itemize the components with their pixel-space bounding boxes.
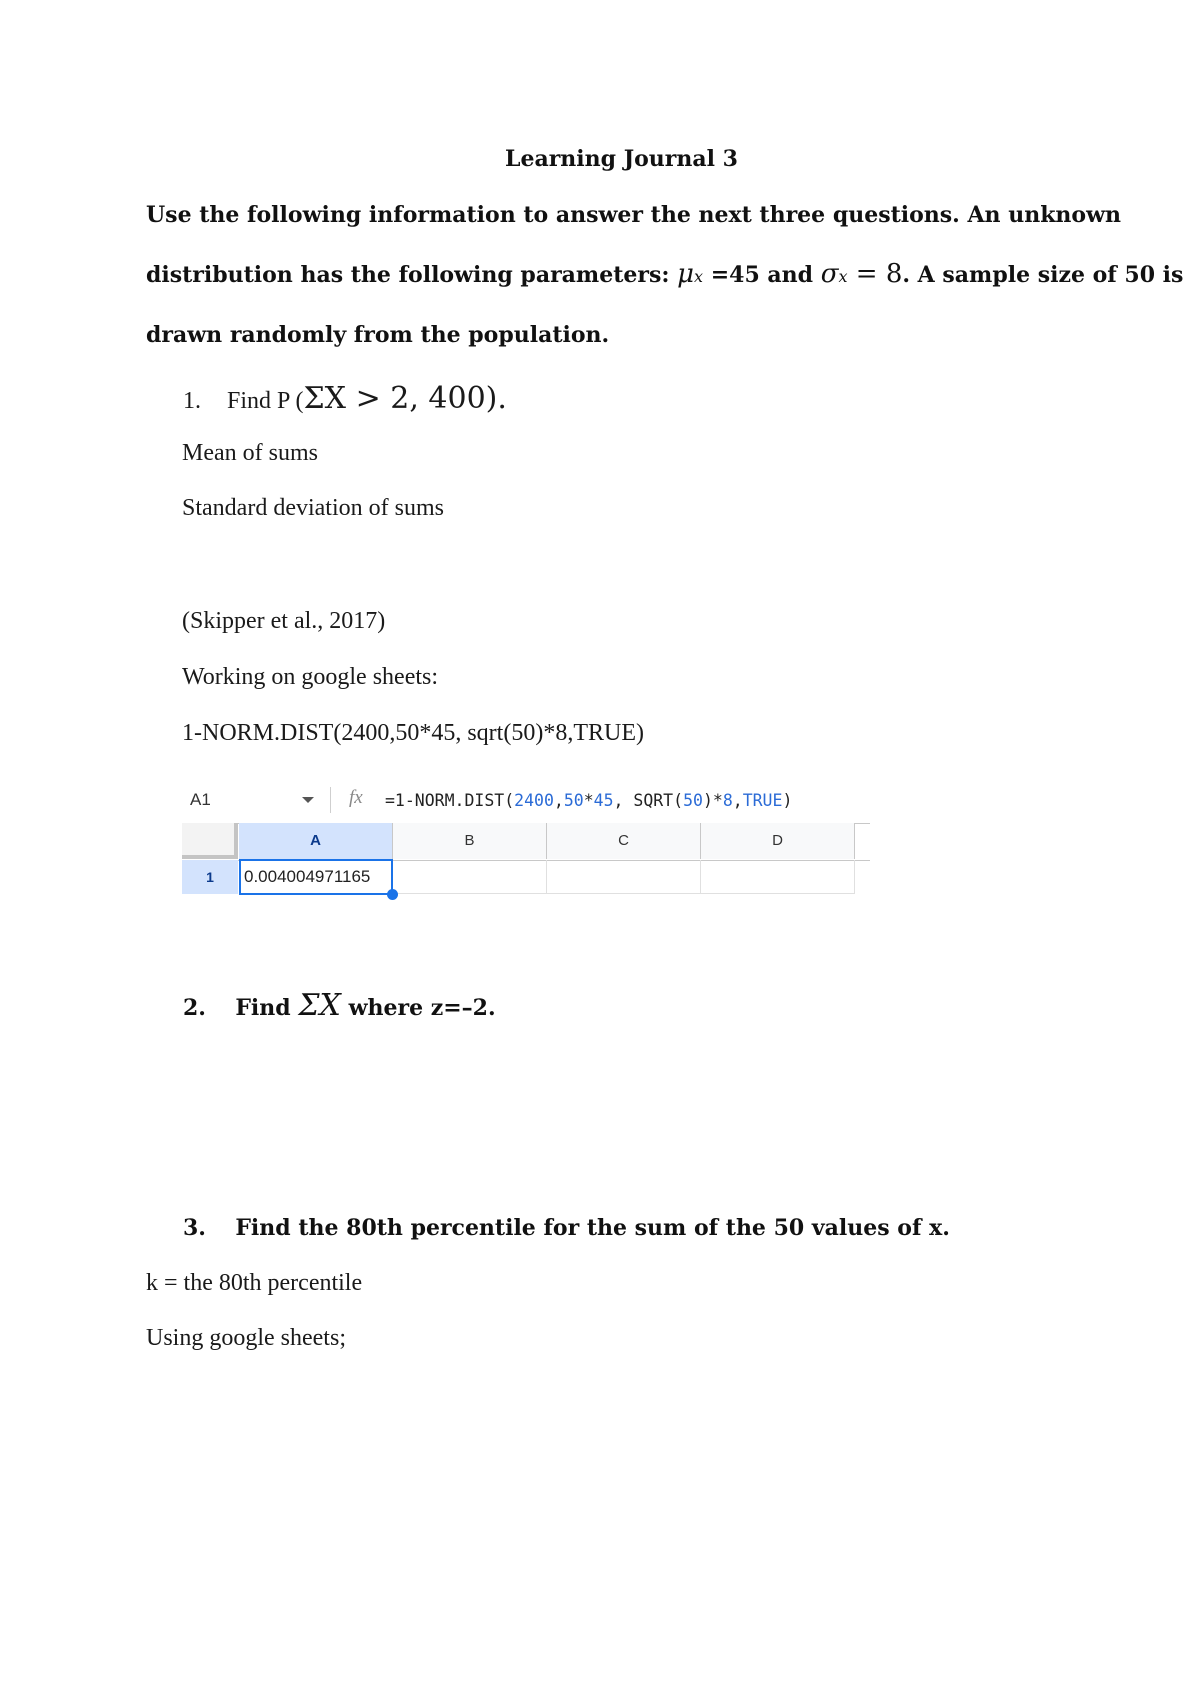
select-all-corner: [182, 823, 238, 859]
q1-sd-label: Standard deviation of sums: [182, 495, 444, 521]
formula-part: TRUE: [742, 791, 783, 810]
q3-heading: [183, 1215, 950, 1241]
intro-line-3: drawn randomly from the population.: [146, 322, 610, 348]
formula-part: 50: [683, 791, 703, 810]
q3-number: 3.: [183, 1215, 206, 1241]
formula-text: [385, 791, 792, 810]
sheet-grid: [182, 823, 870, 905]
column-header-b: B: [393, 823, 547, 859]
spreadsheet-screenshot: [182, 775, 870, 905]
q2-text-start: Find: [235, 995, 299, 1021]
formula-part: , SQRT(: [613, 791, 684, 810]
q2-heading: [183, 988, 496, 1023]
q1-citation: (Skipper et al., 2017): [182, 608, 386, 634]
q1-formula-text: 1-NORM.DIST(2400,50*45, sqrt(50)*8,TRUE): [182, 720, 644, 746]
q3-sheets-line: Using google sheets;: [146, 1325, 346, 1351]
column-header-a: A: [239, 823, 393, 859]
formula-part: 45: [593, 791, 614, 810]
q1-text: Find P (: [227, 388, 304, 414]
cell-b1: [393, 860, 547, 894]
sigma-subscript: x: [838, 267, 848, 286]
q1-mean-label: Mean of sums: [182, 440, 318, 466]
intro-line-1: Use the following information to answer the next three questions. An unknown: [146, 202, 1122, 228]
fx-icon: fx: [349, 787, 363, 808]
column-header-d: D: [701, 823, 855, 859]
sigma-equals: = 8: [847, 259, 903, 289]
intro-line-2-start: distribution has the following parameters:: [146, 262, 678, 288]
formula-part: 2400: [514, 791, 554, 810]
column-header-c: C: [547, 823, 701, 859]
q2-number: 2.: [183, 995, 206, 1021]
q2-math: ΣX: [298, 988, 341, 1023]
page-title: Learning Journal 3: [505, 146, 738, 172]
cell-c1: [547, 860, 701, 894]
q3-k-line: k = the 80th percentile: [146, 1270, 363, 1296]
chevron-down-icon: [302, 797, 314, 803]
mu-subscript: x: [694, 267, 704, 286]
q3-text: Find the 80th percentile for the sum of the 50 values of x.: [235, 1215, 950, 1241]
formula-part: ): [782, 791, 793, 810]
q1-heading: [183, 381, 507, 416]
formula-bar-divider: [330, 787, 331, 813]
formula-part: 8: [722, 791, 733, 810]
mu-value: =45 and: [703, 262, 821, 288]
q1-sheets-label: Working on google sheets:: [182, 664, 439, 690]
formula-part: 50: [563, 791, 584, 810]
formula-bar: [182, 775, 870, 823]
formula-part: =1-NORM.DIST(: [385, 791, 515, 810]
intro-line-2-end: . A sample size of 50 is: [902, 262, 1184, 288]
formula-part: *: [583, 791, 594, 810]
cell-d1: [701, 860, 855, 894]
fill-handle: [387, 889, 398, 900]
formula-part: ,: [553, 791, 564, 810]
cell-reference: A1: [190, 790, 211, 809]
row-header-1: 1: [182, 860, 238, 894]
formula-part: )*: [702, 791, 723, 810]
sigma-symbol: σ: [820, 259, 839, 289]
cell-a1: 0.004004971165: [239, 859, 393, 895]
intro-line-2: [146, 259, 1183, 289]
q1-number: 1.: [183, 388, 201, 414]
formula-part: ,: [732, 791, 743, 810]
q2-text-end: where z=–2.: [340, 995, 496, 1021]
mu-symbol: μ: [677, 259, 695, 289]
q1-math: ΣX > 2, 400).: [303, 381, 507, 416]
